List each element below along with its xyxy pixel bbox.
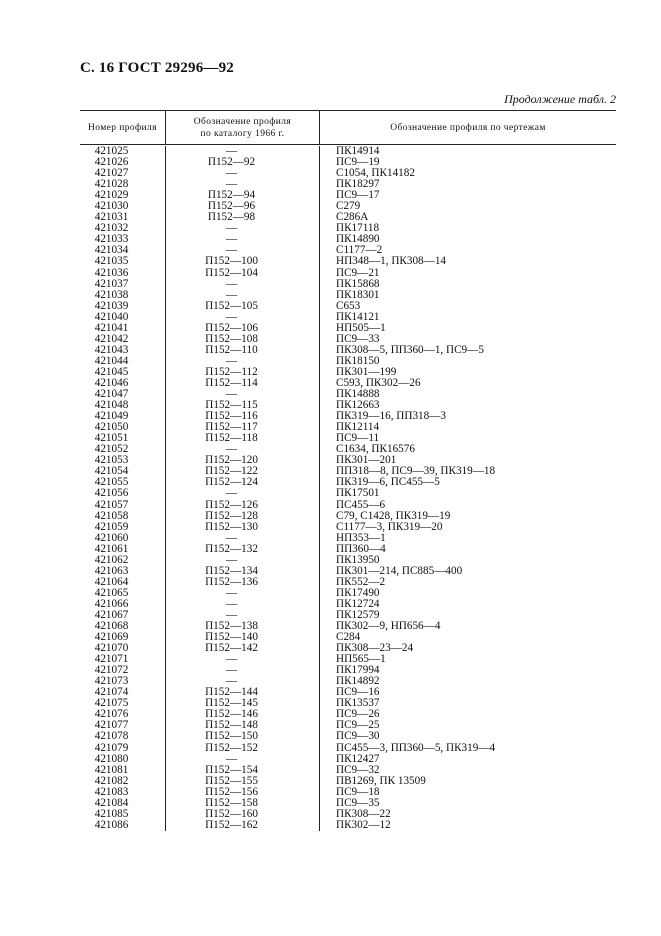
profile-number-cell: 421040 — [94, 310, 129, 323]
drawing-designation-cell: НП565—1 — [336, 653, 386, 666]
profile-number-cell: 421068 — [94, 620, 129, 633]
drawing-designation-cell: ПК13950 — [336, 553, 380, 566]
catalog-1966-cell: П152—122 — [205, 465, 258, 478]
drawing-designation-cell: ПК14914 — [336, 145, 380, 157]
profile-number-cell: 421069 — [94, 631, 129, 644]
drawing-designation-cell: ПК14890 — [336, 233, 380, 246]
drawing-designation-cell: С593, ПК302—26 — [336, 376, 421, 389]
catalog-1966-cell: П152—110 — [205, 343, 258, 356]
column-header-catalog-1966-line-2: по каталогу 1966 г. — [200, 128, 285, 139]
profile-number-cell: 421058 — [94, 509, 129, 522]
catalog-1966-cell: П152—128 — [205, 509, 258, 522]
profile-number-cell: 421056 — [94, 487, 129, 500]
profile-number-cell: 421045 — [94, 365, 129, 378]
profile-number-cell: 421036 — [94, 266, 129, 279]
catalog-1966-cell: П152—158 — [205, 796, 258, 809]
catalog-1966-cell: П152—115 — [205, 399, 258, 412]
catalog-1966-cell: — — [225, 653, 238, 666]
profile-number-cell: 421061 — [94, 542, 129, 555]
drawing-designation-cell: ПК14121 — [336, 310, 380, 323]
catalog-1966-cell: — — [225, 354, 238, 367]
profile-number-cell: 421075 — [94, 697, 129, 710]
profile-number-cell: 421059 — [94, 520, 129, 533]
catalog-1966-cell: П152—134 — [205, 564, 258, 577]
column-header-catalog-1966-line-1: Обозначение профиля — [193, 116, 292, 127]
catalog-1966-cell: П152—106 — [205, 321, 258, 334]
profile-number-cell: 421085 — [94, 807, 129, 820]
profile-number-cell: 421082 — [94, 774, 129, 787]
catalog-1966-cell: — — [225, 310, 238, 323]
catalog-1966-cell: П152—154 — [205, 763, 258, 776]
catalog-1966-cell: П152—130 — [205, 520, 258, 533]
drawing-designation-cell: ПК12663 — [336, 399, 380, 412]
profile-number-cell: 421070 — [94, 642, 129, 655]
catalog-1966-cell: П152—92 — [207, 156, 256, 169]
drawing-designation-cell: С284 — [336, 631, 361, 644]
drawing-designation-cell: ПС455—6 — [336, 498, 386, 511]
catalog-1966-cell: — — [225, 487, 238, 500]
drawing-designation-cell: ПК308—23—24 — [336, 642, 414, 655]
catalog-1966-cell: П152—145 — [205, 697, 258, 710]
catalog-1966-cell: П152—117 — [205, 421, 258, 434]
catalog-1966-cell: П152—116 — [205, 410, 258, 423]
catalog-1966-cell: П152—114 — [205, 376, 258, 389]
profile-number-cell: 421031 — [94, 211, 129, 224]
drawing-designation-cell: ПК18150 — [336, 354, 380, 367]
profile-number-cell: 421053 — [94, 454, 129, 467]
profile-number-cell: 421084 — [94, 796, 129, 809]
catalog-1966-cell: П152—152 — [205, 741, 258, 754]
profile-number-cell: 421025 — [94, 145, 129, 157]
catalog-1966-cell: П152—155 — [205, 774, 258, 787]
drawing-designation-cell: ПС9—11 — [336, 432, 380, 445]
catalog-1966-cell: — — [225, 145, 238, 157]
catalog-1966-cell: П152—118 — [205, 432, 258, 445]
drawing-designation-cell: ПС9—35 — [336, 796, 380, 809]
profile-number-cell: 421050 — [94, 421, 129, 434]
profile-number-cell: 421057 — [94, 498, 129, 511]
column-header-drawing-designation: Обозначение профиля по чертежам — [390, 122, 546, 133]
profile-number-cell: 421054 — [94, 465, 129, 478]
column-profile-number — [80, 146, 165, 831]
catalog-1966-cell: П152—160 — [205, 807, 258, 820]
profile-number-cell: 421083 — [94, 785, 129, 798]
drawing-designation-cell: ПК301—201 — [336, 454, 397, 467]
catalog-1966-cell: — — [225, 586, 238, 599]
profile-number-cell: 421049 — [94, 410, 129, 423]
profile-number-cell: 421079 — [94, 741, 129, 754]
drawing-designation-cell: ПС9—32 — [336, 763, 380, 776]
drawing-designation-cell: ПК552—2 — [336, 575, 386, 588]
catalog-1966-cell: — — [225, 178, 238, 191]
drawing-designation-cell: С1177—2 — [336, 244, 383, 257]
column-header-catalog-1966 — [165, 111, 320, 144]
catalog-1966-cell: — — [225, 597, 238, 610]
catalog-1966-cell: П152—156 — [205, 785, 258, 798]
catalog-1966-cell: — — [225, 288, 238, 301]
profile-number-cell: 421078 — [94, 730, 129, 743]
catalog-1966-cell: П152—140 — [205, 631, 258, 644]
catalog-1966-cell: — — [225, 233, 238, 246]
profile-number-cell: 421071 — [94, 653, 129, 666]
drawing-designation-cell: ПК18297 — [336, 178, 380, 191]
catalog-1966-cell: — — [225, 167, 238, 180]
drawing-designation-cell: ПК17994 — [336, 664, 380, 677]
drawing-designation-cell: С653 — [336, 299, 361, 312]
profile-number-cell: 421086 — [94, 818, 129, 831]
profile-number-cell: 421055 — [94, 476, 129, 489]
profile-number-cell: 421041 — [94, 321, 129, 334]
drawing-designation-cell: С1054, ПК14182 — [336, 167, 415, 180]
drawing-designation-cell: ПС9—25 — [336, 719, 380, 732]
table-body — [80, 145, 616, 831]
profiles-table — [80, 110, 616, 831]
drawing-designation-cell: ПС9—21 — [336, 266, 380, 279]
profile-number-cell: 421035 — [94, 255, 129, 268]
drawing-designation-cell: ПС9—19 — [336, 156, 380, 169]
profile-number-cell: 421081 — [94, 763, 129, 776]
profile-number-cell: 421073 — [94, 675, 129, 688]
drawing-designation-cell: ПК17490 — [336, 586, 380, 599]
drawing-designation-cell: ПП360—4 — [336, 542, 386, 555]
catalog-1966-cell: — — [225, 752, 238, 765]
column-catalog-1966 — [165, 146, 320, 831]
profile-number-cell: 421044 — [94, 354, 129, 367]
profile-number-cell: 421074 — [94, 686, 129, 699]
catalog-1966-cell: П152—94 — [207, 189, 256, 202]
page-header: С. 16 ГОСТ 29296—92 — [80, 60, 234, 76]
catalog-1966-cell: П152—132 — [205, 542, 258, 555]
column-header-profile-number: Номер профиля — [88, 122, 157, 133]
drawing-designation-cell: ПК18301 — [336, 288, 380, 301]
drawing-designation-cell: ПК308—5, ПП360—1, ПС9—5 — [336, 343, 484, 356]
profile-number-cell: 421046 — [94, 376, 129, 389]
drawing-designation-cell: ПС9—26 — [336, 708, 380, 721]
drawing-designation-cell: С79, С1428, ПК319—19 — [336, 509, 451, 522]
drawing-designation-cell: ПС9—30 — [336, 730, 380, 743]
drawing-designation-cell: ПС9—33 — [336, 332, 380, 345]
profile-number-cell: 421048 — [94, 399, 129, 412]
table-continuation-note: Продолжение табл. 2 — [504, 92, 616, 106]
drawing-designation-cell: ПК13537 — [336, 697, 380, 710]
profile-number-cell: 421047 — [94, 388, 129, 401]
drawing-designation-cell: ПК12427 — [336, 752, 380, 765]
catalog-1966-cell: — — [225, 553, 238, 566]
profile-number-cell: 421064 — [94, 575, 129, 588]
catalog-1966-cell: П152—124 — [205, 476, 258, 489]
profile-number-cell: 421065 — [94, 586, 129, 599]
drawing-designation-cell: ПС455—3, ПП360—5, ПК319—4 — [336, 741, 496, 754]
drawing-designation-cell: С286А — [336, 211, 369, 224]
profile-number-cell: 421037 — [94, 277, 129, 290]
profile-number-cell: 421030 — [94, 200, 129, 213]
profile-number-cell: 421060 — [94, 531, 129, 544]
drawing-designation-cell: ПВ1269, ПК 13509 — [336, 774, 426, 787]
column-drawing-designation — [320, 146, 616, 831]
profile-number-cell: 421080 — [94, 752, 129, 765]
catalog-1966-cell: — — [225, 277, 238, 290]
profile-number-cell: 421033 — [94, 233, 129, 246]
catalog-1966-cell: П152—144 — [205, 686, 258, 699]
catalog-1966-cell: П152—108 — [205, 332, 258, 345]
profile-number-cell: 421063 — [94, 564, 129, 577]
profile-number-cell: 421042 — [94, 332, 129, 345]
drawing-designation-cell: С279 — [336, 200, 361, 213]
drawing-designation-cell: ПК14892 — [336, 675, 380, 688]
profile-number-cell: 421039 — [94, 299, 129, 312]
drawing-designation-cell: ПК14888 — [336, 388, 380, 401]
catalog-1966-cell: П152—120 — [205, 454, 258, 467]
drawing-designation-cell: ПК12579 — [336, 608, 380, 621]
drawing-designation-cell: ПК17118 — [336, 222, 380, 235]
catalog-1966-cell: — — [225, 664, 238, 677]
profile-number-cell: 421066 — [94, 597, 129, 610]
catalog-1966-cell: П152—150 — [205, 730, 258, 743]
drawing-designation-cell: ПК302—12 — [336, 818, 391, 831]
drawing-designation-cell: С1634, ПК16576 — [336, 443, 415, 456]
drawing-designation-cell: НП353—1 — [336, 531, 386, 544]
drawing-designation-cell: ПК302—9, НП656—4 — [336, 620, 441, 633]
catalog-1966-cell: П152—98 — [207, 211, 256, 224]
drawing-designation-cell: ПК308—22 — [336, 807, 391, 820]
catalog-1966-cell: — — [225, 531, 238, 544]
drawing-designation-cell: ПС9—16 — [336, 686, 380, 699]
catalog-1966-cell: П152—142 — [205, 642, 258, 655]
catalog-1966-cell: П152—96 — [207, 200, 256, 213]
catalog-1966-cell: — — [225, 443, 238, 456]
profile-number-cell: 421052 — [94, 443, 129, 456]
profile-number-cell: 421077 — [94, 719, 129, 732]
catalog-1966-cell: П152—126 — [205, 498, 258, 511]
profile-number-cell: 421051 — [94, 432, 129, 445]
profile-number-cell: 421026 — [94, 156, 129, 169]
drawing-designation-cell: ПК319—6, ПС455—5 — [336, 476, 440, 489]
catalog-1966-cell: П152—112 — [205, 365, 258, 378]
catalog-1966-cell: — — [225, 222, 238, 235]
catalog-1966-cell: П152—138 — [205, 620, 258, 633]
catalog-1966-cell: — — [225, 608, 238, 621]
drawing-designation-cell: ПК301—214, ПС885—400 — [336, 564, 463, 577]
drawing-designation-cell: ПП318—8, ПС9—39, ПК319—18 — [336, 465, 496, 478]
drawing-designation-cell: НП348—1, ПК308—14 — [336, 255, 447, 268]
drawing-designation-cell: ПК12114 — [336, 421, 380, 434]
catalog-1966-cell: П152—146 — [205, 708, 258, 721]
drawing-designation-cell: ПК319—16, ПП318—3 — [336, 410, 447, 423]
catalog-1966-cell: П152—136 — [205, 575, 258, 588]
catalog-1966-cell: П152—148 — [205, 719, 258, 732]
catalog-1966-cell: — — [225, 388, 238, 401]
profile-number-cell: 421072 — [94, 664, 129, 677]
catalog-1966-cell: П152—162 — [205, 818, 258, 831]
catalog-1966-cell: П152—100 — [205, 255, 258, 268]
profile-number-cell: 421032 — [94, 222, 129, 235]
profile-number-cell: 421067 — [94, 608, 129, 621]
catalog-1966-cell: — — [225, 244, 238, 257]
drawing-designation-cell: С1177—3, ПК319—20 — [336, 520, 443, 533]
catalog-1966-cell: П152—104 — [205, 266, 258, 279]
drawing-designation-cell: ПС9—17 — [336, 189, 380, 202]
drawing-designation-cell: ПК15868 — [336, 277, 380, 290]
profile-number-cell: 421038 — [94, 288, 129, 301]
profile-number-cell: 421076 — [94, 708, 129, 721]
drawing-designation-cell: ПК301—199 — [336, 365, 397, 378]
catalog-1966-cell: П152—105 — [205, 299, 258, 312]
profile-number-cell: 421029 — [94, 189, 129, 202]
drawing-designation-cell: ПК17501 — [336, 487, 380, 500]
table-header — [80, 110, 616, 145]
profile-number-cell: 421027 — [94, 167, 129, 180]
catalog-1966-cell: — — [225, 675, 238, 688]
profile-number-cell: 421034 — [94, 244, 129, 257]
profile-number-cell: 421043 — [94, 343, 129, 356]
drawing-designation-cell: ПК12724 — [336, 597, 380, 610]
drawing-designation-cell: НП505—1 — [336, 321, 386, 334]
profile-number-cell: 421028 — [94, 178, 129, 191]
profile-number-cell: 421062 — [94, 553, 129, 566]
drawing-designation-cell: ПС9—18 — [336, 785, 380, 798]
